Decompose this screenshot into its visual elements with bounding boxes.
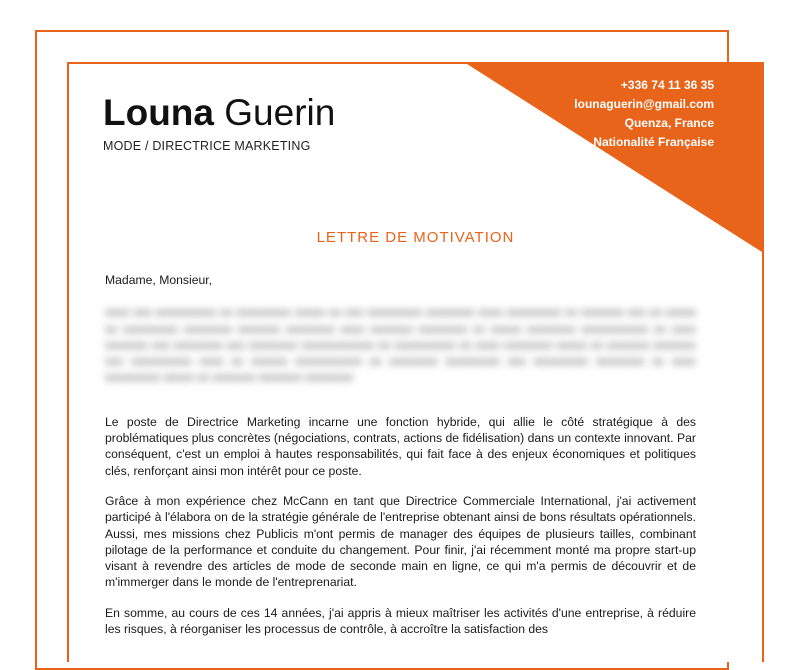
- contact-phone: +336 74 11 36 35: [620, 78, 714, 92]
- letter-title: LETTRE DE MOTIVATION: [316, 229, 515, 246]
- applicant-name: [103, 91, 335, 135]
- job-subtitle: MODE / DIRECTRICE MARKETING: [103, 139, 311, 153]
- contact-nationality: Nationalité Française: [593, 135, 714, 149]
- contact-location: Quenza, France: [624, 116, 714, 130]
- letter-body: [105, 272, 696, 651]
- letter-paragraph-3: Grâce à mon expérience chez McCann en tant que Directrice Commerciale International, j'ai activement participé à l'élabora on de la stratégie générale de l'entreprise obtenant ainsi de bons résultats opérationnels. Aussi, mes missions chez Publicis m'ont permis de manager des équipes de plusieurs tailles, combinant pilotage de la performance et conduite du changement. Pour finir, j'ai récemment monté ma propre start-up visant à revendre des articles de mode de seconde main en ligne, ce qui m'a permis de découvrir et de m'immerger dans le monde de l'entreprenariat.: [105, 493, 696, 590]
- letter-page: [67, 62, 764, 662]
- contact-email: lounaguerin@gmail.com: [574, 97, 714, 111]
- letter-paragraph-4: En somme, au cours de ces 14 années, j'ai appris à mieux maîtriser les activités d'une entreprise, à réduire les risques, à réorganiser les processus de contrôle, à accroître la satisfaction des: [105, 605, 696, 637]
- blurred-paragraph: xxxx xxx xxxxxxxxxx xx xxxxxxxxx xxxxx xx xxx xxxxxxxxx xxxxxxxx xxxx xxxxxxxxx xx xxxxxxx xxx xx xxxxx xx xxxxxxxxx xxxxxxxx xxxxxxx xxxxxxxx xxxx xxxxxxx xxxxxxxx xx xxxxx xxxxxxxx xxxxxxxxxxx xx xxxx xxxxxxx xxx xxxxxxxx xxx xxxxxxxx xxxxxxxxxxxx xx xxxxxxxxxx xx xxxx xxxxxxxx xxxxx xx xxxxxxx xxxxxxx xxx xxxxxxxxxx xxxx xx xxxxxx xxxxxxxxxxx xx xxxxxxxx xxxxxxxxx xxx xxxxxxxxx xxxxxxxx xx xxxx xxxxxxxxx xxxxx xx xxxxxxx xxxxxxx xxxxxxxx: [105, 305, 696, 385]
- letter-greeting: Madame, Monsieur,: [105, 273, 213, 287]
- letter-paragraph-2: Le poste de Directrice Marketing incarne une fonction hybride, qui allie le côté stratégique à des problématiques plus concrètes (négociations, contrats, actions de fidélisation) dans un contexte innovant. Par conséquent, c'est un emploi à hautes responsabilités, qui fait face à des enjeux économiques et politiques clés, renforçant ainsi mon intérêt pour ce poste.: [105, 414, 696, 478]
- contact-block: [574, 76, 714, 152]
- first-name: Louna: [103, 92, 214, 133]
- last-name: Guerin: [224, 92, 336, 133]
